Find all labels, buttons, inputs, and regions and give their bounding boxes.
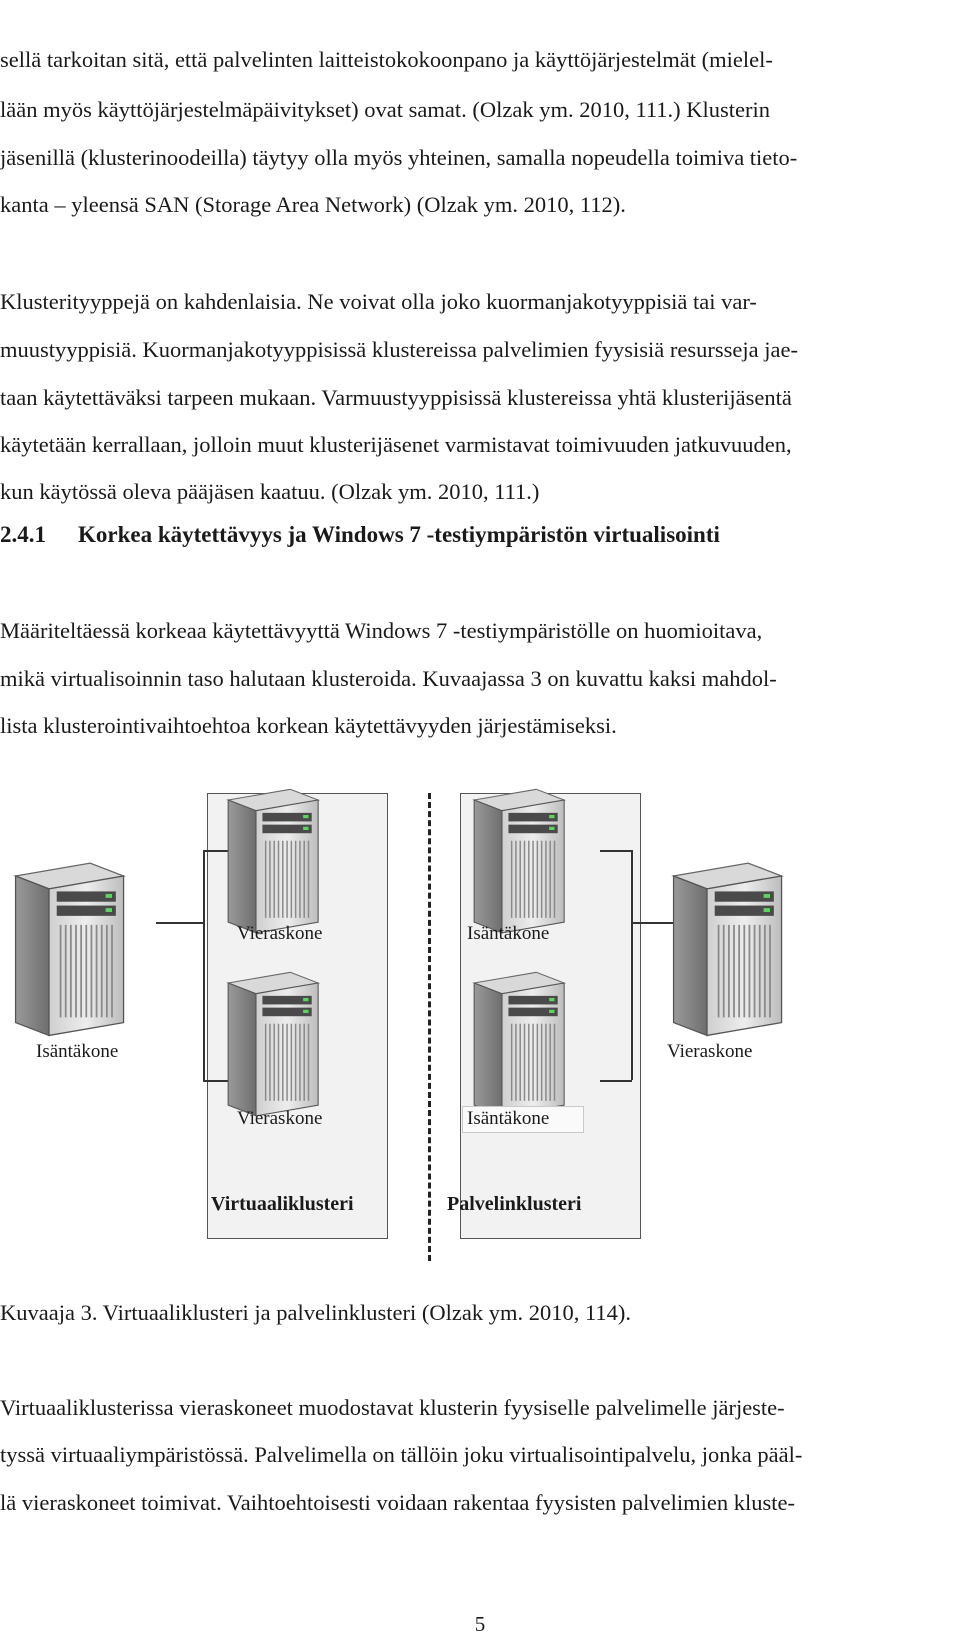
section-title: Korkea käytettävyys ja Windows 7 -testiympäristön virtualisointi <box>78 522 720 547</box>
connector-line <box>600 1080 632 1082</box>
text-line: mikä virtualisoinnin taso halutaan klusteroida. Kuvaajassa 3 on kuvattu kaksi mahdol- <box>0 666 777 691</box>
server-cluster-label: Palvelinklusteri <box>447 1193 582 1215</box>
text-line: Määriteltäessä korkeaa käytettävyyttä Windows 7 -testiympäristölle on huomioitava, <box>0 618 763 643</box>
text-line: lä vieraskoneet toimivat. Vaihtoehtoisesti voidaan rakentaa fyysisten palvelimien kluste- <box>0 1490 795 1515</box>
text-line: tyssä virtuaaliympäristössä. Palvelimella on tällöin joku virtualisointipalvelu, jonka pääl- <box>0 1442 803 1467</box>
text-line: muustyyppisiä. Kuormanjakotyyppisissä klustereissa palvelimien fyysisiä resursseja jae- <box>0 337 798 362</box>
section-heading <box>0 522 720 548</box>
text-line: kanta – yleensä SAN (Storage Area Network) (Olzak ym. 2010, 112). <box>0 192 626 217</box>
server-label: Isäntäkone <box>467 923 550 944</box>
separator-dashed-line <box>428 793 431 1261</box>
text-line: Virtuaaliklusterissa vieraskoneet muodostavat klusterin fyysiselle palvelimelle järjeste- <box>0 1395 785 1420</box>
server-icon <box>462 968 572 1118</box>
text-line: kun käytössä oleva pääjäsen kaatuu. (Olzak ym. 2010, 111.) <box>0 479 540 504</box>
server-icon <box>216 968 326 1118</box>
virtual-cluster-label: Virtuaaliklusteri <box>211 1193 354 1215</box>
text-line: sellä tarkoitan sitä, että palvelinten laitteistokokoonpano ja käyttöjärjestelmät (mielel- <box>0 47 773 72</box>
figure-caption: Kuvaaja 3. Virtuaaliklusteri ja palvelinklusteri (Olzak ym. 2010, 114). <box>0 1300 631 1325</box>
server-label: Isäntäkone <box>36 1041 119 1062</box>
connector-line <box>203 850 205 1080</box>
page-number: 5 <box>474 1612 486 1636</box>
text-line: Klusterityyppejä on kahdenlaisia. Ne voivat olla joko kuormanjakotyyppisiä tai var- <box>0 289 757 314</box>
server-label: Vieraskone <box>237 923 323 944</box>
server-icon <box>462 785 572 935</box>
server-label: Vieraskone <box>237 1108 323 1129</box>
text-line: lista klusterointivaihtoehtoa korkean käytettävyyden järjestämiseksi. <box>0 713 617 738</box>
server-icon <box>216 785 326 935</box>
server-label: Isäntäkone <box>467 1108 550 1129</box>
text-line: käytetään kerrallaan, jolloin muut klusterijäsenet varmistavat toimivuuden jatkuvuuden, <box>0 432 792 457</box>
server-icon <box>660 858 790 1038</box>
text-line: taan käytettäväksi tarpeen mukaan. Varmuustyyppisissä klustereissa yhtä klusterijäsentä <box>0 385 792 410</box>
connector-line <box>600 850 632 852</box>
connector-line <box>631 850 633 1080</box>
server-icon <box>2 858 132 1038</box>
text-line: jäsenillä (klusterinoodeilla) täytyy olla myös yhteinen, samalla nopeudella toimiva tieto- <box>0 145 798 170</box>
section-number: 2.4.1 <box>0 522 46 547</box>
server-label: Vieraskone <box>667 1041 753 1062</box>
text-line: lään myös käyttöjärjestelmäpäivitykset) ovat samat. (Olzak ym. 2010, 111.) Klusterin <box>0 97 771 122</box>
connector-line <box>156 922 203 924</box>
